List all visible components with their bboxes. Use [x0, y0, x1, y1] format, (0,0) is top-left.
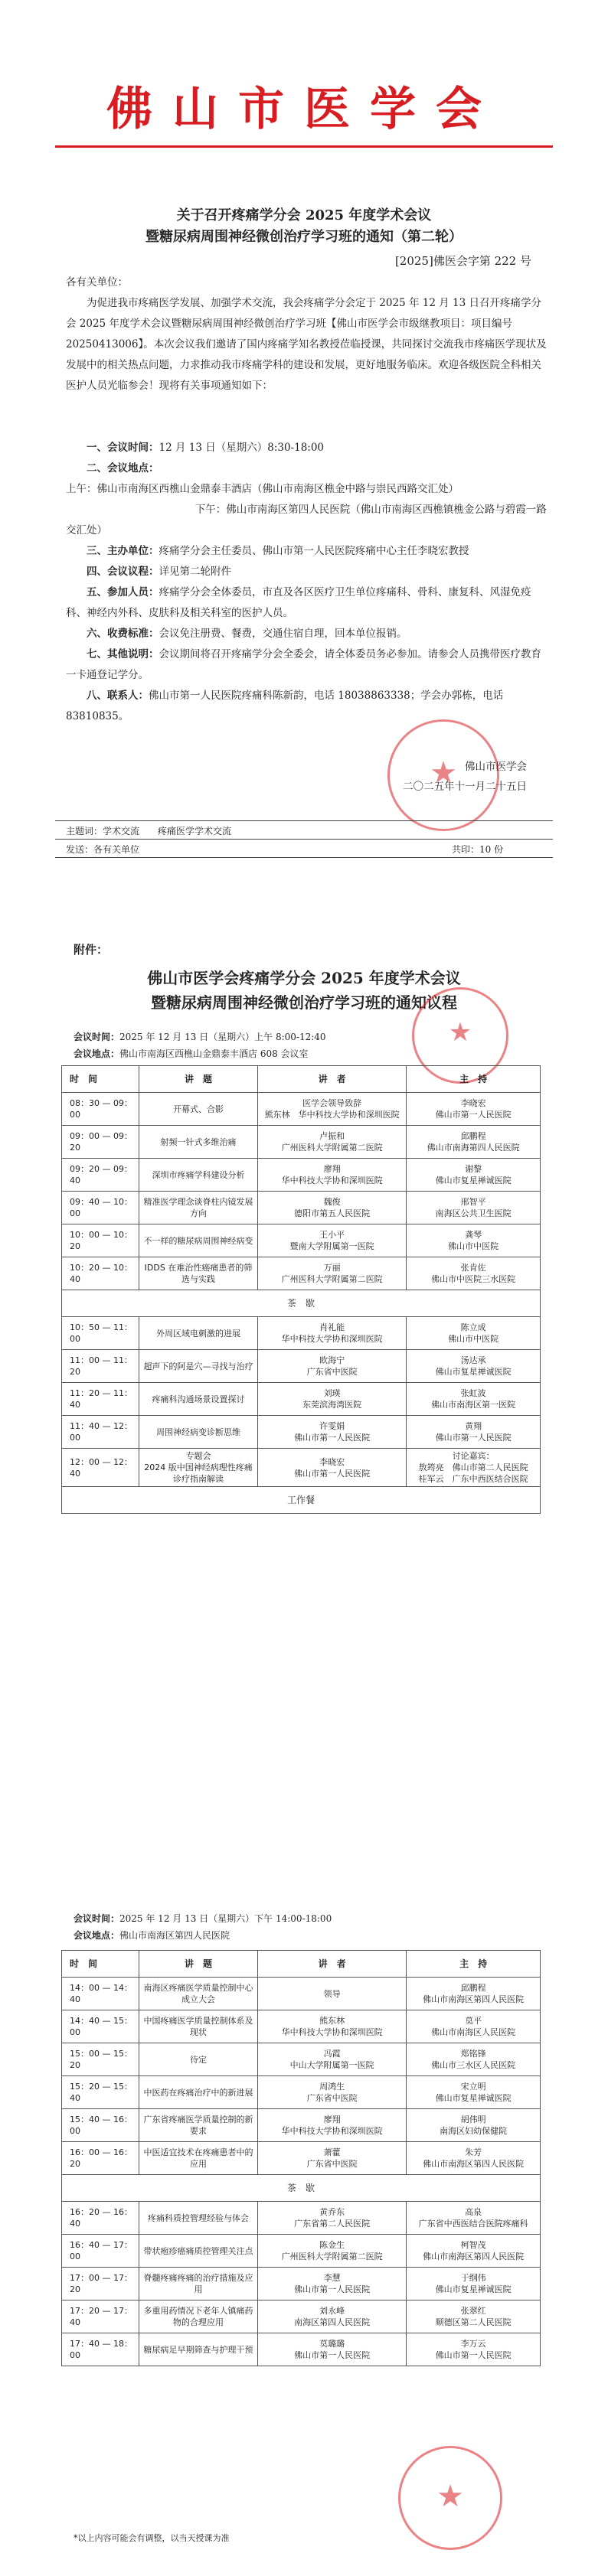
- cell-time: 12：00 — 12：40: [62, 1449, 139, 1487]
- schedule-note: *以上内容可能会有调整，以当天授课为准: [74, 2533, 230, 2543]
- notice-item-text: 疼痛学分会全体委员，市直及各区医疗卫生单位疼痛科、骨科、康复科、风湿免疫科、神经内外科、皮肤科及相关科室的医护人员。: [66, 586, 531, 619]
- cell-speaker: 莫璐璐 佛山市第一人民医院: [257, 2333, 406, 2366]
- table-row: [62, 2268, 541, 2300]
- cell-topic: 带状疱疹癌痛质控管理关注点: [139, 2235, 257, 2268]
- cell-host: 张翠红 顺德区第二人民医院: [407, 2300, 541, 2333]
- cell-topic: 糖尿病足早期筛查与护理干预: [139, 2333, 257, 2366]
- cell-host: 胡伟明 南海区妇幼保健院: [407, 2109, 541, 2142]
- table-row: [62, 1487, 541, 1514]
- footer-rule-top: [55, 820, 553, 821]
- table-row: [62, 2043, 541, 2076]
- cell-speaker: 廖翔 华中科技大学协和深圳医院: [258, 1159, 407, 1192]
- cell-time: 15：00 — 15：20: [62, 2043, 139, 2076]
- cell-time: 14：00 — 14：40: [62, 1978, 139, 2010]
- cell-time: 10：20 — 10：40: [62, 1257, 139, 1290]
- print-count: 共印：10 份: [452, 844, 504, 855]
- salutation: 各有关单位：: [66, 276, 128, 289]
- notice-item: [66, 582, 548, 624]
- break-row-label: 工作餐: [62, 1487, 541, 1514]
- cell-speaker: 李慧 佛山市第一人民医院: [257, 2268, 406, 2300]
- cell-topic: 中医适宜技术在疼痛患者中的应用: [139, 2142, 257, 2175]
- cell-topic: 中国疼痛医学质量控制体系及现状: [139, 2010, 257, 2043]
- cell-host: 邱鹏程 佛山市南海第四人民医院: [407, 1126, 541, 1159]
- afternoon-place-value: 佛山市南海区第四人民医院: [119, 1930, 230, 1941]
- notice-item: [66, 686, 548, 727]
- col-header-speaker: 讲 者: [257, 1951, 406, 1978]
- cell-host: 邢智平 南海区公共卫生医院: [407, 1192, 541, 1224]
- cell-host: 龚琴 佛山市中医院: [407, 1224, 541, 1257]
- table-row: [62, 2300, 541, 2333]
- cell-host: 黄翔 佛山市第一人民医院: [407, 1416, 541, 1449]
- masthead: 佛山市医学会: [106, 83, 502, 136]
- notice-item: [66, 562, 548, 582]
- send-label: 发送：: [66, 844, 94, 855]
- cell-speaker: 欧海宁 广东省中医院: [258, 1350, 407, 1383]
- table-header-row: [62, 1951, 541, 1978]
- cell-topic: 专题会 2024 版中国神经病理性疼痛诊疗指南解读: [139, 1449, 257, 1487]
- cell-host: 莫平 佛山市南海区人民医院: [407, 2010, 541, 2043]
- cell-topic: 南海区疼痛医学质量控制中心成立大会: [139, 1978, 257, 2010]
- notice-item-label: 二、会议地点：: [87, 462, 159, 474]
- col-header-speaker: 讲 者: [258, 1066, 407, 1093]
- table-row: [62, 1978, 541, 2010]
- afternoon-place: [74, 1929, 230, 1942]
- morning-place: [74, 1047, 309, 1060]
- col-header-topic: 讲 题: [139, 1066, 257, 1093]
- table-row: [62, 1416, 541, 1449]
- cell-host: 郑铭锋 佛山市三水区人民医院: [407, 2043, 541, 2076]
- notice-item-label: 五、参加人员：: [87, 586, 159, 598]
- cell-topic: 周围神经病变诊断思维: [139, 1416, 257, 1449]
- cell-speaker: 王小平 暨南大学附属第一医院: [258, 1224, 407, 1257]
- morning-time-value: 2025 年 12 月 13 日（星期六）上午 8:00-12:40: [119, 1032, 326, 1042]
- cell-topic: 深圳市疼痛学科建设分析: [139, 1159, 257, 1192]
- subject-label: 主题词：: [66, 826, 103, 836]
- cell-topic: 外周区域电刺激的进展: [139, 1317, 257, 1350]
- cell-topic: 待定: [139, 2043, 257, 2076]
- cell-speaker: 许雯娟 佛山市第一人民医院: [258, 1416, 407, 1449]
- subject-value: 学术交流 疼痛医学学术交流: [103, 826, 232, 836]
- table-row: [62, 1192, 541, 1224]
- morning-time: [74, 1030, 326, 1043]
- cell-host: 邱鹏程 佛山市南海区第四人民医院: [407, 1978, 541, 2010]
- table-row: [62, 1224, 541, 1257]
- cell-speaker: 周鸿生 广东省中医院: [257, 2076, 406, 2109]
- notice-item: [66, 541, 548, 562]
- notice-item: [66, 624, 548, 644]
- table-row: [62, 2010, 541, 2043]
- notice-item-text: 会议期间将召开疼痛学分会全委会，请全体委员务必参加。请参会人员携带医疗教育一卡通登记学分。: [66, 648, 541, 681]
- col-header-host: 主 持: [407, 1951, 541, 1978]
- cell-speaker: 刘永峰 南海区第四人民医院: [257, 2300, 406, 2333]
- table-row: [62, 1350, 541, 1383]
- cell-topic: IDDS 在难治性癌痛患者的筛选与实践: [139, 1257, 257, 1290]
- table-row: [62, 2202, 541, 2235]
- afternoon-place-label: 会议地点：: [74, 1930, 120, 1941]
- afternoon-time-value: 2025 年 12 月 13 日（星期六）下午 14:00-18:00: [119, 1913, 332, 1924]
- cell-speaker: 医学会领导致辞 熊东林 华中科技大学协和深圳医院: [258, 1093, 407, 1126]
- col-header-time: 时 间: [62, 1066, 139, 1093]
- table-row: [62, 2333, 541, 2366]
- cell-time: 16：00 — 16：20: [62, 2142, 139, 2175]
- attachment-label: 附件：: [74, 943, 109, 957]
- cell-host: 朱芳 佛山市南海区第四人民医院: [407, 2142, 541, 2175]
- col-header-host: 主 持: [407, 1066, 541, 1093]
- morning-place-label: 会议地点：: [74, 1048, 120, 1059]
- table-row: [62, 2235, 541, 2268]
- afternoon-schedule-table: [61, 1950, 541, 2366]
- morning-place-value: 佛山市南海区西樵山金鼎泰丰酒店 608 会议室: [119, 1048, 309, 1059]
- notice-item-label: 七、其他说明：: [87, 648, 159, 660]
- cell-host: 讨论嘉宾： 敖筠亮 佛山市第二人民医院 桂军云 广东中西医结合医院: [407, 1449, 541, 1487]
- cell-topic: 开幕式、合影: [139, 1093, 257, 1126]
- cell-time: 11：40 — 12：00: [62, 1416, 139, 1449]
- attachment-title-line2: 暨糖尿病周围神经微创治疗学习班的通知议程: [151, 993, 457, 1012]
- cell-topic: 疼痛科沟通场景设置探讨: [139, 1383, 257, 1416]
- official-seal: ★: [387, 719, 499, 831]
- table-row: [62, 1126, 541, 1159]
- table-row: [62, 1159, 541, 1192]
- doc-number: [2025]佛医会字第 222 号: [394, 254, 531, 268]
- notice-item: [66, 500, 548, 541]
- break-row-label: 茶 歇: [62, 1290, 541, 1317]
- table-row: [62, 1093, 541, 1126]
- notice-item-label: 六、收费标准：: [87, 628, 159, 640]
- notice-item: [66, 644, 548, 686]
- cell-host: 柯智茂 佛山市南海区第四人民医院: [407, 2235, 541, 2268]
- table-row: [62, 2076, 541, 2109]
- cell-speaker: 肖礼能 华中科技大学协和深圳医院: [258, 1317, 407, 1350]
- attachment-title-line1: 佛山市医学会疼痛学分会 2025 年度学术会议: [147, 969, 461, 987]
- cell-topic: 不一样的糖尿病周围神经病变: [139, 1224, 257, 1257]
- cell-speaker: 廖翔 华中科技大学协和深圳医院: [257, 2109, 406, 2142]
- cell-time: 15：40 — 16：00: [62, 2109, 139, 2142]
- cell-topic: 多重用药情况下老年人镇痛药物的合理应用: [139, 2300, 257, 2333]
- cell-topic: 中医药在疼痛治疗中的新进展: [139, 2076, 257, 2109]
- table-header-row: [62, 1066, 541, 1093]
- cell-speaker: 领导: [257, 1978, 406, 2010]
- footer-rule-bottom: [55, 857, 553, 858]
- notice-item-text: 12 月 13 日（星期六）8:30-18:00: [159, 442, 325, 454]
- cell-time: 10：00 — 10：20: [62, 1224, 139, 1257]
- cell-time: 11：00 — 11：20: [62, 1350, 139, 1383]
- cell-speaker: 刘瑛 东莞滨海湾医院: [258, 1383, 407, 1416]
- cell-host: 宋立明 佛山市复星禅诚医院: [407, 2076, 541, 2109]
- footer-rule-mid: [55, 839, 553, 840]
- table-row: [62, 1317, 541, 1350]
- signature-date: 二〇二五年十一月二十五日: [403, 781, 527, 793]
- cell-time: 17：00 — 17：20: [62, 2268, 139, 2300]
- cell-speaker: 萧藿 广东省中医院: [257, 2142, 406, 2175]
- cell-time: 11：20 — 11：40: [62, 1383, 139, 1416]
- break-row-label: 茶 歇: [62, 2175, 541, 2202]
- morning-schedule-table: [61, 1065, 541, 1514]
- notice-item-label: 八、联系人：: [87, 690, 149, 702]
- notice-item-text: 下午：佛山市南海区第四人民医院（佛山市南海区西樵镇樵金公路与碧霞一路交汇处）: [66, 504, 547, 536]
- cell-speaker: 李晓宏 佛山市第一人民医院: [258, 1449, 407, 1487]
- cell-speaker: 卢振和 广州医科大学附属第二医院: [258, 1126, 407, 1159]
- cell-time: 17：40 — 18：00: [62, 2333, 139, 2366]
- table-row: [62, 2142, 541, 2175]
- cell-topic: 脊髓疼痛疼痛的治疗措施及应用: [139, 2268, 257, 2300]
- send-value: 各有关单位: [93, 844, 140, 855]
- cell-time: 16：20 — 16：40: [62, 2202, 139, 2235]
- cell-host: 陈立成 佛山市中医院: [407, 1317, 541, 1350]
- notice-title-line2: 暨糖尿病周围神经微创治疗学习班的通知（第二轮）: [145, 229, 463, 245]
- cell-time: 09：20 — 09：40: [62, 1159, 139, 1192]
- morning-time-label: 会议时间：: [74, 1032, 120, 1042]
- signature-org: 佛山市医学会: [465, 761, 527, 773]
- cell-topic: 疼痛科质控管理经验与体会: [139, 2202, 257, 2235]
- afternoon-time: [74, 1912, 332, 1925]
- table-row: [62, 2109, 541, 2142]
- cell-host: 张肯佐 佛山市中医院三水医院: [407, 1257, 541, 1290]
- cell-time: 17：20 — 17：40: [62, 2300, 139, 2333]
- table-row: [62, 1449, 541, 1487]
- notice-item-text: 详见第二轮附件: [159, 566, 231, 578]
- cell-topic: 超声下的阿是穴—寻找与治疗: [139, 1350, 257, 1383]
- cell-host: 谢黎 佛山市复星禅诚医院: [407, 1159, 541, 1192]
- notice-item-text: 上午：佛山市南海区西樵山金鼎泰丰酒店（佛山市南海区樵金中路与崇民西路交汇处）: [66, 483, 459, 495]
- table-row: [62, 1290, 541, 1317]
- cell-time: 14：40 — 15：00: [62, 2010, 139, 2043]
- cell-host: 张虹波 佛山市南海区第一医院: [407, 1383, 541, 1416]
- cell-time: 16：40 — 17：00: [62, 2235, 139, 2268]
- cell-speaker: 陈金生 广州医科大学附属第二医院: [257, 2235, 406, 2268]
- notice-item: [66, 458, 548, 500]
- cell-host: 于纲伟 佛山市复星禅诚医院: [407, 2268, 541, 2300]
- notice-item: [66, 438, 548, 458]
- attachment-seal-morning: ★: [412, 987, 508, 1084]
- cell-host: 汤达承 佛山市复星禅诚医院: [407, 1350, 541, 1383]
- cell-host: 高泉 广东省中西医结合医院疼痛科: [407, 2202, 541, 2235]
- notice-item-label: 四、会议议程：: [87, 566, 159, 578]
- cell-speaker: 魏俊 德阳市第五人民医院: [258, 1192, 407, 1224]
- cell-topic: 精准医学理念谈脊柱内镜发展方向: [139, 1192, 257, 1224]
- notice-item-label: 一、会议时间：: [87, 442, 159, 454]
- cell-time: 09：40 — 10：00: [62, 1192, 139, 1224]
- notice-items: [66, 438, 548, 727]
- subject-words: [66, 824, 231, 837]
- table-row: [62, 1257, 541, 1290]
- cell-topic: 广东省疼痛医学质量控制的新要求: [139, 2109, 257, 2142]
- intro-paragraph: 为促进我市疼痛医学发展、加强学术交流，我会疼痛学分会定于 2025 年 12 月 13 日召开疼痛学分会 2025 年度学术会议暨糖尿病周围神经微创治疗学习班【佛山市医学会市级继教项目：项目编号 20250413006】。本次会议我们邀请了国内疼痛学知名教授莅临授课，共同探讨交流我市疼痛医学现状及发展中的相关热点问题，力求推动我市疼痛学科的建设和发展，更好地服务临床。欢迎各级医院全科相关医护人员光临参会！现将有关事项通知如下：: [66, 297, 547, 392]
- cell-time: 10：50 — 11：00: [62, 1317, 139, 1350]
- cell-speaker: 熊东林 华中科技大学协和深圳医院: [257, 2010, 406, 2043]
- send-line: [66, 843, 139, 856]
- notice-item-label: 三、主办单位：: [87, 545, 159, 557]
- table-row: [62, 1383, 541, 1416]
- attachment-seal-afternoon: ★: [398, 2446, 502, 2550]
- cell-host: 李晓宏 佛山市第一人民医院: [407, 1093, 541, 1126]
- cell-speaker: 黄乔东 广东省第二人民医院: [257, 2202, 406, 2235]
- notice-item-text: 会议免注册费、餐费，交通住宿自理，回本单位报销。: [159, 628, 407, 640]
- afternoon-time-label: 会议时间：: [74, 1913, 120, 1924]
- cell-speaker: 冯霞 中山大学附属第一医院: [257, 2043, 406, 2076]
- table-row: [62, 2175, 541, 2202]
- notice-item-text: 佛山市第一人民医院疼痛科陈新韵，电话 18038863338；学会办郭栋，电话 83810835。: [66, 690, 504, 722]
- cell-speaker: 万丽 广州医科大学附属第二医院: [258, 1257, 407, 1290]
- cell-host: 李万云 佛山市第一人民医院: [407, 2333, 541, 2366]
- notice-item-text: 疼痛学分会主任委员、佛山市第一人民医院疼痛中心主任李晓宏教授: [159, 545, 469, 557]
- col-header-topic: 讲 题: [139, 1951, 257, 1978]
- cell-topic: 射频一针式多维治痛: [139, 1126, 257, 1159]
- cell-time: 15：20 — 15：40: [62, 2076, 139, 2109]
- red-divider: [55, 145, 553, 148]
- cell-time: 09：00 — 09：20: [62, 1126, 139, 1159]
- col-header-time: 时 间: [62, 1951, 139, 1978]
- cell-time: 08：30 — 09：00: [62, 1093, 139, 1126]
- notice-title-line1: 关于召开疼痛学分会 2025 年度学术会议: [176, 207, 432, 223]
